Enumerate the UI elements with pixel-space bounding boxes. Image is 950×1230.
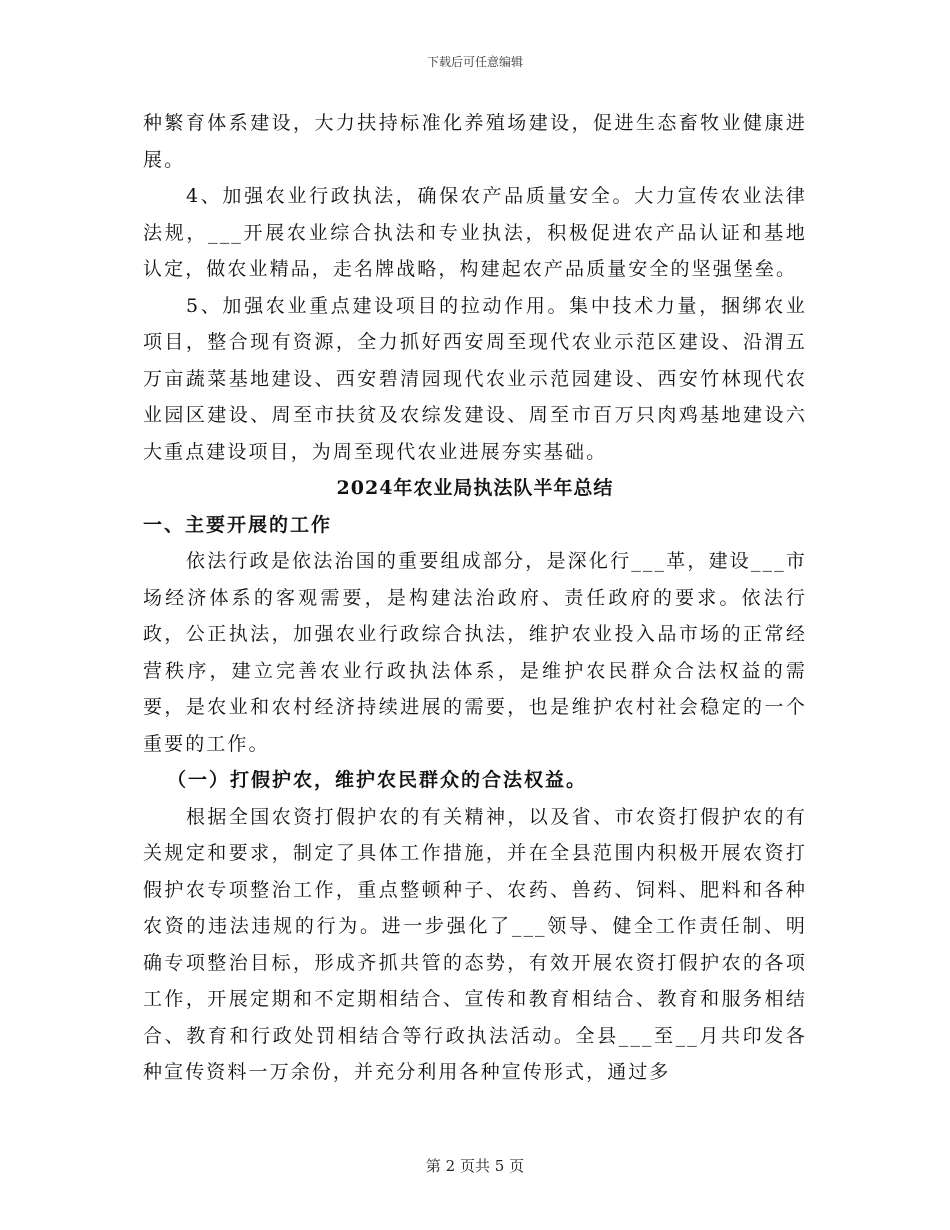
document-body <box>143 105 807 1091</box>
subsection-heading: （一）打假护农，维护农民群众的合法权益。 <box>167 769 588 791</box>
paragraph-2: 4、加强农业行政执法，确保农产品质量安全。大力宣传农业法律法规，___开展农业综合执法和专业执法，积极促进农产品认证和基地认定，做农业精品，走名牌战略，构建起农产品质量安全的坚强堡垒。 <box>143 185 807 280</box>
paragraph-4: 依法行政是依法治国的重要组成部分，是深化行___革，建设___市场经济体系的客观需要，是构建法治政府、责任政府的要求。依法行政，公正执法，加强农业行政综合执法，维护农业投入品市场的正常经营秩序，建立完善农业行政执法体系，是维护农民群众合法权益的需要，是农业和农村经济持续进展的需要，也是维护农村社会稳定的一个重要的工作。 <box>143 550 807 755</box>
page-header: 下载后可任意编辑 <box>426 55 523 69</box>
section-heading: 一、主要开展的工作 <box>143 513 333 536</box>
page-footer: 第 2 页共 5 页 <box>425 1157 525 1175</box>
document-title: 2024年农业局执法队半年总结 <box>336 477 614 499</box>
paragraph-5: 根据全国农资打假护农的有关精神，以及省、市农资打假护农的有关规定和要求，制定了具体工作措施，并在全县范围内积极开展农资打假护农专项整治工作，重点整顿种子、农药、兽药、饲料、肥料和各种农资的违法违规的行为。进一步强化了___领导、健全工作责任制、明确专项整治目标，形成齐抓共管的态势，有效开展农资打假护农的各项工作，开展定期和不定期相结合、宣传和教育相结合、教育和服务相结合、教育和行政处罚相结合等行政执法活动。全县___至__月共印发各种宣传资料一万余份，并充分利用各种宣传形式，通过多 <box>143 805 807 1083</box>
paragraph-1: 种繁育体系建设，大力扶持标准化养殖场建设，促进生态畜牧业健康进展。 <box>143 112 807 171</box>
paragraph-3: 5、加强农业重点建设项目的拉动作用。集中技术力量，捆绑农业项目，整合现有资源，全力抓好西安周至现代农业示范区建设、沿渭五万亩蔬菜基地建设、西安碧清园现代农业示范园建设、西安竹林现代农业园区建设、周至市扶贫及农综发建设、周至市百万只肉鸡基地建设六大重点建设项目，为周至现代农业进展夯实基础。 <box>143 294 807 463</box>
